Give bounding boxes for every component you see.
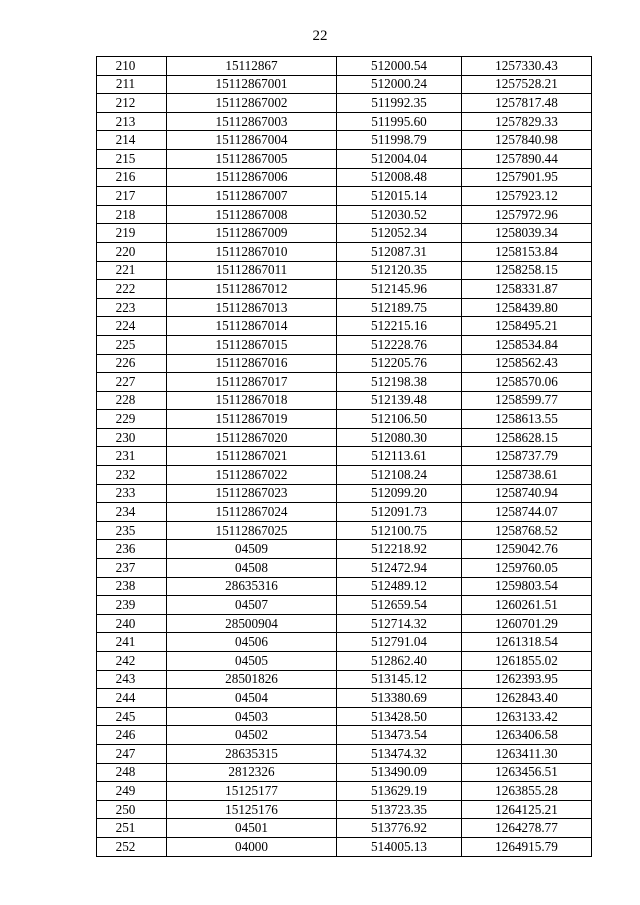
x-coordinate-cell: 512100.75 xyxy=(337,521,462,540)
table-row xyxy=(97,224,592,243)
point-id-cell: 04507 xyxy=(167,596,337,615)
x-coordinate-cell: 513723.35 xyxy=(337,800,462,819)
table-row xyxy=(97,57,592,76)
x-coordinate-cell: 511998.79 xyxy=(337,131,462,150)
table-row xyxy=(97,466,592,485)
row-number-cell: 245 xyxy=(97,707,167,726)
table-row xyxy=(97,689,592,708)
table-row xyxy=(97,837,592,856)
y-coordinate-cell: 1258439.80 xyxy=(462,298,592,317)
point-id-cell: 15112867023 xyxy=(167,484,337,503)
row-number-cell: 232 xyxy=(97,466,167,485)
row-number-cell: 224 xyxy=(97,317,167,336)
point-id-cell: 15112867016 xyxy=(167,354,337,373)
y-coordinate-cell: 1259803.54 xyxy=(462,577,592,596)
y-coordinate-cell: 1257923.12 xyxy=(462,187,592,206)
table-row xyxy=(97,652,592,671)
point-id-cell: 15125176 xyxy=(167,800,337,819)
row-number-cell: 243 xyxy=(97,670,167,689)
x-coordinate-cell: 513629.19 xyxy=(337,782,462,801)
x-coordinate-cell: 513490.09 xyxy=(337,763,462,782)
point-id-cell: 28635315 xyxy=(167,744,337,763)
point-id-cell: 15125177 xyxy=(167,782,337,801)
x-coordinate-cell: 512091.73 xyxy=(337,503,462,522)
table-row xyxy=(97,540,592,559)
point-id-cell: 15112867025 xyxy=(167,521,337,540)
table-row xyxy=(97,596,592,615)
table-row xyxy=(97,800,592,819)
row-number-cell: 252 xyxy=(97,837,167,856)
row-number-cell: 225 xyxy=(97,335,167,354)
point-id-cell: 15112867019 xyxy=(167,410,337,429)
y-coordinate-cell: 1258768.52 xyxy=(462,521,592,540)
x-coordinate-cell: 512659.54 xyxy=(337,596,462,615)
table-row xyxy=(97,242,592,261)
x-coordinate-cell: 513145.12 xyxy=(337,670,462,689)
x-coordinate-cell: 512080.30 xyxy=(337,428,462,447)
x-coordinate-cell: 511995.60 xyxy=(337,112,462,131)
x-coordinate-cell: 512015.14 xyxy=(337,187,462,206)
y-coordinate-cell: 1258738.61 xyxy=(462,466,592,485)
x-coordinate-cell: 512099.20 xyxy=(337,484,462,503)
y-coordinate-cell: 1264915.79 xyxy=(462,837,592,856)
table-row xyxy=(97,354,592,373)
table-row xyxy=(97,94,592,113)
y-coordinate-cell: 1257840.98 xyxy=(462,131,592,150)
point-id-cell: 15112867022 xyxy=(167,466,337,485)
point-id-cell: 15112867002 xyxy=(167,94,337,113)
row-number-cell: 239 xyxy=(97,596,167,615)
table-row xyxy=(97,447,592,466)
row-number-cell: 214 xyxy=(97,131,167,150)
table-row xyxy=(97,280,592,299)
table-row xyxy=(97,726,592,745)
x-coordinate-cell: 512000.54 xyxy=(337,57,462,76)
point-id-cell: 04503 xyxy=(167,707,337,726)
table-row xyxy=(97,112,592,131)
y-coordinate-cell: 1258628.15 xyxy=(462,428,592,447)
row-number-cell: 213 xyxy=(97,112,167,131)
y-coordinate-cell: 1263133.42 xyxy=(462,707,592,726)
point-id-cell: 15112867010 xyxy=(167,242,337,261)
row-number-cell: 251 xyxy=(97,819,167,838)
y-coordinate-cell: 1259042.76 xyxy=(462,540,592,559)
y-coordinate-cell: 1257817.48 xyxy=(462,94,592,113)
row-number-cell: 233 xyxy=(97,484,167,503)
row-number-cell: 231 xyxy=(97,447,167,466)
x-coordinate-cell: 512106.50 xyxy=(337,410,462,429)
x-coordinate-cell: 512139.48 xyxy=(337,391,462,410)
point-id-cell: 15112867006 xyxy=(167,168,337,187)
point-id-cell: 15112867004 xyxy=(167,131,337,150)
y-coordinate-cell: 1258599.77 xyxy=(462,391,592,410)
y-coordinate-cell: 1263456.51 xyxy=(462,763,592,782)
row-number-cell: 234 xyxy=(97,503,167,522)
point-id-cell: 04506 xyxy=(167,633,337,652)
x-coordinate-cell: 512472.94 xyxy=(337,559,462,578)
row-number-cell: 241 xyxy=(97,633,167,652)
row-number-cell: 238 xyxy=(97,577,167,596)
coordinates-table-body xyxy=(97,57,592,857)
point-id-cell: 15112867013 xyxy=(167,298,337,317)
y-coordinate-cell: 1261855.02 xyxy=(462,652,592,671)
x-coordinate-cell: 512218.92 xyxy=(337,540,462,559)
point-id-cell: 15112867005 xyxy=(167,149,337,168)
row-number-cell: 244 xyxy=(97,689,167,708)
row-number-cell: 216 xyxy=(97,168,167,187)
table-row xyxy=(97,205,592,224)
row-number-cell: 229 xyxy=(97,410,167,429)
y-coordinate-cell: 1258495.21 xyxy=(462,317,592,336)
table-row xyxy=(97,373,592,392)
coordinates-table xyxy=(96,56,592,857)
table-row xyxy=(97,670,592,689)
point-id-cell: 04509 xyxy=(167,540,337,559)
point-id-cell: 15112867024 xyxy=(167,503,337,522)
y-coordinate-cell: 1257890.44 xyxy=(462,149,592,168)
point-id-cell: 15112867001 xyxy=(167,75,337,94)
point-id-cell: 28501826 xyxy=(167,670,337,689)
row-number-cell: 235 xyxy=(97,521,167,540)
y-coordinate-cell: 1258562.43 xyxy=(462,354,592,373)
y-coordinate-cell: 1264278.77 xyxy=(462,819,592,838)
table-row xyxy=(97,317,592,336)
row-number-cell: 247 xyxy=(97,744,167,763)
point-id-cell: 2812326 xyxy=(167,763,337,782)
row-number-cell: 212 xyxy=(97,94,167,113)
point-id-cell: 04505 xyxy=(167,652,337,671)
x-coordinate-cell: 512215.16 xyxy=(337,317,462,336)
table-row xyxy=(97,168,592,187)
y-coordinate-cell: 1258570.06 xyxy=(462,373,592,392)
x-coordinate-cell: 513776.92 xyxy=(337,819,462,838)
table-row xyxy=(97,577,592,596)
y-coordinate-cell: 1261318.54 xyxy=(462,633,592,652)
row-number-cell: 222 xyxy=(97,280,167,299)
row-number-cell: 240 xyxy=(97,614,167,633)
y-coordinate-cell: 1258737.79 xyxy=(462,447,592,466)
row-number-cell: 228 xyxy=(97,391,167,410)
row-number-cell: 221 xyxy=(97,261,167,280)
x-coordinate-cell: 512791.04 xyxy=(337,633,462,652)
y-coordinate-cell: 1263855.28 xyxy=(462,782,592,801)
row-number-cell: 211 xyxy=(97,75,167,94)
row-number-cell: 215 xyxy=(97,149,167,168)
x-coordinate-cell: 512862.40 xyxy=(337,652,462,671)
table-row xyxy=(97,503,592,522)
table-row xyxy=(97,298,592,317)
table-row xyxy=(97,75,592,94)
point-id-cell: 28635316 xyxy=(167,577,337,596)
x-coordinate-cell: 512228.76 xyxy=(337,335,462,354)
point-id-cell: 15112867014 xyxy=(167,317,337,336)
row-number-cell: 237 xyxy=(97,559,167,578)
point-id-cell: 15112867008 xyxy=(167,205,337,224)
x-coordinate-cell: 512189.75 xyxy=(337,298,462,317)
x-coordinate-cell: 513474.32 xyxy=(337,744,462,763)
row-number-cell: 223 xyxy=(97,298,167,317)
table-row xyxy=(97,261,592,280)
point-id-cell: 15112867007 xyxy=(167,187,337,206)
y-coordinate-cell: 1258740.94 xyxy=(462,484,592,503)
row-number-cell: 219 xyxy=(97,224,167,243)
y-coordinate-cell: 1262843.40 xyxy=(462,689,592,708)
table-row xyxy=(97,131,592,150)
table-row xyxy=(97,633,592,652)
point-id-cell: 15112867 xyxy=(167,57,337,76)
point-id-cell: 04000 xyxy=(167,837,337,856)
y-coordinate-cell: 1258258.15 xyxy=(462,261,592,280)
x-coordinate-cell: 512120.35 xyxy=(337,261,462,280)
y-coordinate-cell: 1258153.84 xyxy=(462,242,592,261)
y-coordinate-cell: 1259760.05 xyxy=(462,559,592,578)
point-id-cell: 15112867009 xyxy=(167,224,337,243)
point-id-cell: 15112867020 xyxy=(167,428,337,447)
x-coordinate-cell: 512087.31 xyxy=(337,242,462,261)
point-id-cell: 15112867017 xyxy=(167,373,337,392)
x-coordinate-cell: 511992.35 xyxy=(337,94,462,113)
y-coordinate-cell: 1257330.43 xyxy=(462,57,592,76)
x-coordinate-cell: 514005.13 xyxy=(337,837,462,856)
point-id-cell: 04508 xyxy=(167,559,337,578)
x-coordinate-cell: 513473.54 xyxy=(337,726,462,745)
x-coordinate-cell: 512004.04 xyxy=(337,149,462,168)
point-id-cell: 28500904 xyxy=(167,614,337,633)
row-number-cell: 230 xyxy=(97,428,167,447)
row-number-cell: 236 xyxy=(97,540,167,559)
x-coordinate-cell: 512205.76 xyxy=(337,354,462,373)
table-row xyxy=(97,763,592,782)
row-number-cell: 250 xyxy=(97,800,167,819)
point-id-cell: 04504 xyxy=(167,689,337,708)
point-id-cell: 15112867012 xyxy=(167,280,337,299)
point-id-cell: 04501 xyxy=(167,819,337,838)
x-coordinate-cell: 512008.48 xyxy=(337,168,462,187)
table-row xyxy=(97,335,592,354)
row-number-cell: 242 xyxy=(97,652,167,671)
point-id-cell: 04502 xyxy=(167,726,337,745)
x-coordinate-cell: 512145.96 xyxy=(337,280,462,299)
x-coordinate-cell: 512198.38 xyxy=(337,373,462,392)
table-row xyxy=(97,410,592,429)
table-row xyxy=(97,484,592,503)
row-number-cell: 246 xyxy=(97,726,167,745)
y-coordinate-cell: 1260701.29 xyxy=(462,614,592,633)
table-row xyxy=(97,819,592,838)
y-coordinate-cell: 1257972.96 xyxy=(462,205,592,224)
x-coordinate-cell: 512489.12 xyxy=(337,577,462,596)
table-row xyxy=(97,559,592,578)
table-row xyxy=(97,744,592,763)
table-row xyxy=(97,391,592,410)
point-id-cell: 15112867015 xyxy=(167,335,337,354)
table-row xyxy=(97,782,592,801)
x-coordinate-cell: 512030.52 xyxy=(337,205,462,224)
table-row xyxy=(97,521,592,540)
page-number: 22 xyxy=(312,28,328,44)
table-row xyxy=(97,707,592,726)
y-coordinate-cell: 1258613.55 xyxy=(462,410,592,429)
row-number-cell: 249 xyxy=(97,782,167,801)
row-number-cell: 217 xyxy=(97,187,167,206)
y-coordinate-cell: 1263411.30 xyxy=(462,744,592,763)
row-number-cell: 210 xyxy=(97,57,167,76)
point-id-cell: 15112867018 xyxy=(167,391,337,410)
table-row xyxy=(97,187,592,206)
table-row xyxy=(97,149,592,168)
y-coordinate-cell: 1262393.95 xyxy=(462,670,592,689)
x-coordinate-cell: 512000.24 xyxy=(337,75,462,94)
x-coordinate-cell: 512108.24 xyxy=(337,466,462,485)
x-coordinate-cell: 512714.32 xyxy=(337,614,462,633)
x-coordinate-cell: 513428.50 xyxy=(337,707,462,726)
row-number-cell: 218 xyxy=(97,205,167,224)
y-coordinate-cell: 1258331.87 xyxy=(462,280,592,299)
y-coordinate-cell: 1258039.34 xyxy=(462,224,592,243)
table-row xyxy=(97,614,592,633)
point-id-cell: 15112867003 xyxy=(167,112,337,131)
row-number-cell: 248 xyxy=(97,763,167,782)
row-number-cell: 227 xyxy=(97,373,167,392)
y-coordinate-cell: 1258744.07 xyxy=(462,503,592,522)
y-coordinate-cell: 1257528.21 xyxy=(462,75,592,94)
y-coordinate-cell: 1258534.84 xyxy=(462,335,592,354)
point-id-cell: 15112867011 xyxy=(167,261,337,280)
y-coordinate-cell: 1257829.33 xyxy=(462,112,592,131)
y-coordinate-cell: 1257901.95 xyxy=(462,168,592,187)
row-number-cell: 220 xyxy=(97,242,167,261)
x-coordinate-cell: 512052.34 xyxy=(337,224,462,243)
x-coordinate-cell: 512113.61 xyxy=(337,447,462,466)
row-number-cell: 226 xyxy=(97,354,167,373)
table-row xyxy=(97,428,592,447)
y-coordinate-cell: 1260261.51 xyxy=(462,596,592,615)
y-coordinate-cell: 1263406.58 xyxy=(462,726,592,745)
point-id-cell: 15112867021 xyxy=(167,447,337,466)
y-coordinate-cell: 1264125.21 xyxy=(462,800,592,819)
x-coordinate-cell: 513380.69 xyxy=(337,689,462,708)
